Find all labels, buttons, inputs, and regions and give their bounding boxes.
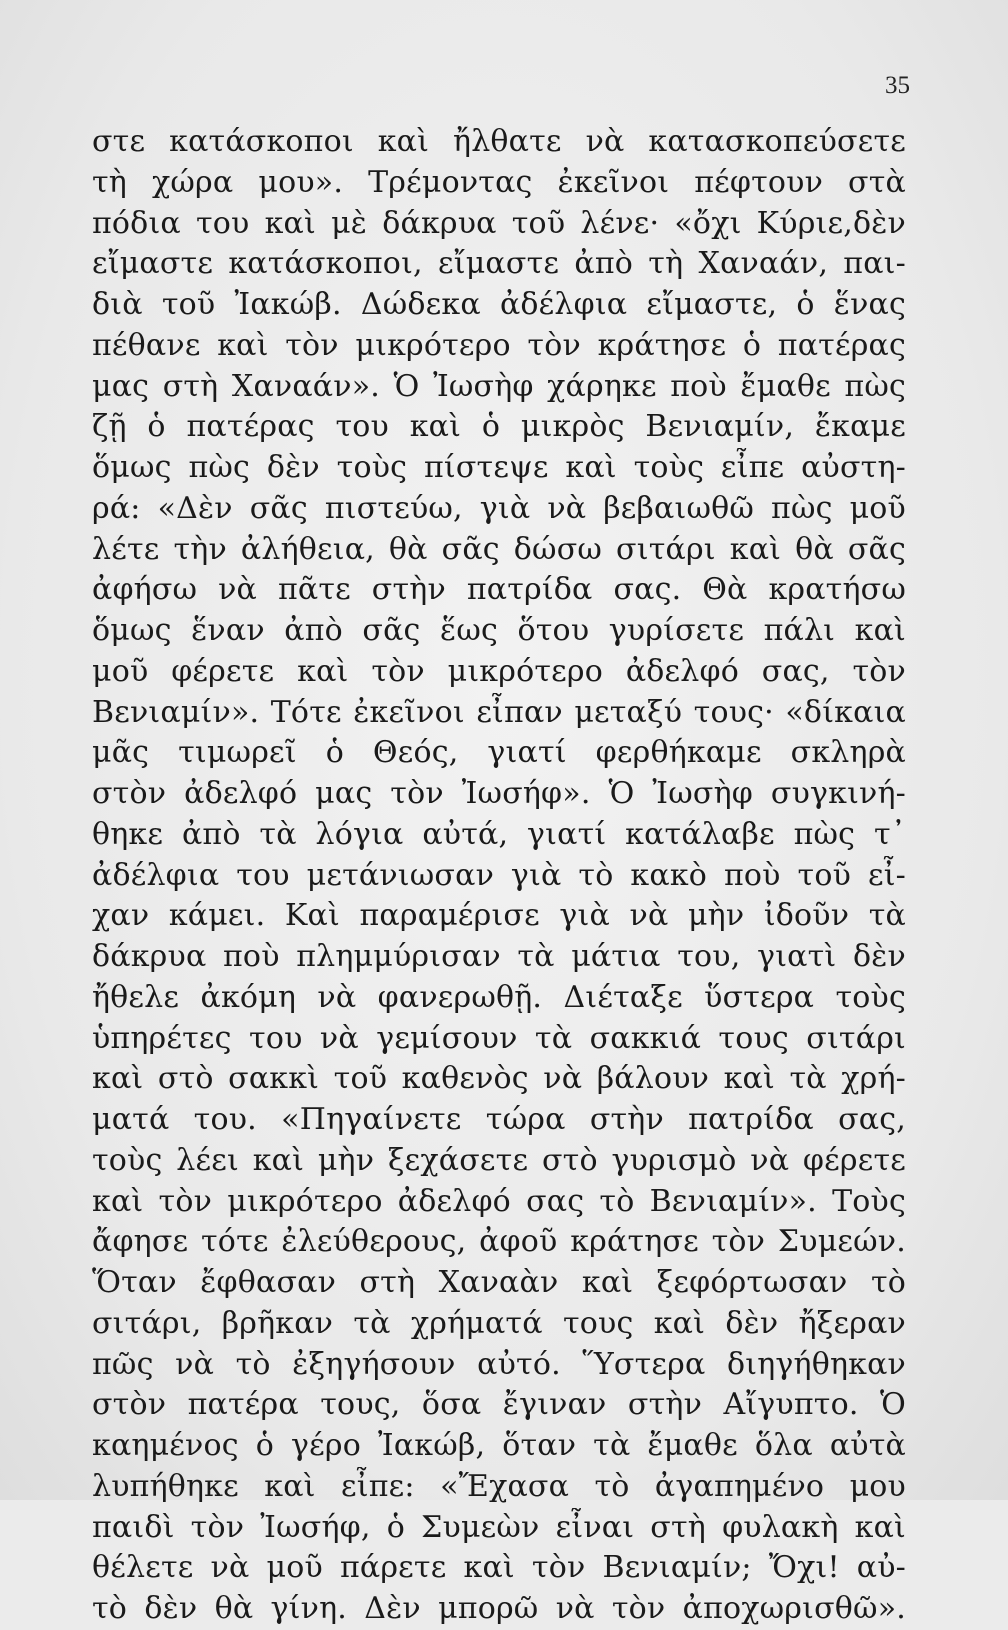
text-line: στε κατάσκοποι καὶ ἤλθατε νὰ κατασκοπεύσετε bbox=[92, 124, 906, 159]
text-line: τὴ χώρα μου». Τρέμοντας ἐκεῖνοι πέφτουν στὰ bbox=[92, 164, 906, 200]
text-line: ἤθελε ἀκόμη νὰ φανερωθῇ. Διέταξε ὕστερα τοὺς bbox=[92, 979, 906, 1015]
text-line: παιδὶ τὸν Ἰωσήφ, ὁ Συμεὼν εἶναι στὴ φυλακὴ καὶ bbox=[92, 1509, 906, 1545]
body-text bbox=[92, 122, 906, 1630]
text-line: ἀφήσω νὰ πᾶτε στὴν πατρίδα σας. Θὰ κρατήσω bbox=[92, 572, 906, 608]
text-line: ρά: «Δὲν σᾶς πιστεύω, γιὰ νὰ βεβαιωθῶ πὼς μοῦ bbox=[92, 490, 906, 526]
text-line: ματά του. «Πηγαίνετε τώρα στὴν πατρίδα σας, bbox=[92, 1102, 906, 1137]
text-line: λέτε τὴν ἀλήθεια, θὰ σᾶς δώσω σιτάρι καὶ θὰ σᾶς bbox=[92, 531, 906, 567]
text-line: ὅμως πὼς δὲν τοὺς πίστεψε καὶ τοὺς εἶπε αὐστη- bbox=[92, 450, 906, 485]
text-line: στὸν ἀδελφό μας τὸν Ἰωσήφ». Ὁ Ἰωσὴφ συγκινή- bbox=[92, 776, 906, 811]
text-line: ἄφησε τότε ἐλεύθερους, ἀφοῦ κράτησε τὸν Συμεών. bbox=[92, 1224, 906, 1260]
text-line: θηκε ἀπὸ τὰ λόγια αὐτά, γιατί κατάλαβε πὼς τ᾽ bbox=[92, 816, 906, 852]
page-number: 35 bbox=[885, 72, 910, 99]
text-line: πόδια του καὶ μὲ δάκρυα τοῦ λένε· «ὄχι Κύριε,δὲν bbox=[92, 205, 906, 241]
text-line: θέλετε νὰ μοῦ πάρετε καὶ τὸν Βενιαμίν; Ὄχι! αὐ- bbox=[92, 1550, 906, 1586]
text-line: λυπήθηκε καὶ εἶπε: «Ἔχασα τὸ ἀγαπημένο μου bbox=[92, 1468, 906, 1504]
text-line: χαν κάμει. Καὶ παραμέρισε γιὰ νὰ μὴν ἰδοῦν τὰ bbox=[92, 898, 906, 934]
text-line: διὰ τοῦ Ἰακώβ. Δώδεκα ἀδέλφια εἴμαστε, ὁ ἕνας bbox=[92, 287, 906, 322]
text-line: πέθανε καὶ τὸν μικρότερο τὸν κράτησε ὁ πατέρας bbox=[92, 327, 906, 363]
text-line: ζῇ ὁ πατέρας του καὶ ὁ μικρὸς Βενιαμίν, ἔκαμε bbox=[92, 409, 906, 445]
text-line: καημένος ὁ γέρο Ἰακώβ, ὅταν τὰ ἔμαθε ὅλα αὐτὰ bbox=[92, 1428, 906, 1463]
text-line: Ὅταν ἔφθασαν στὴ Χαναὰν καὶ ξεφόρτωσαν τὸ bbox=[92, 1265, 906, 1300]
text-line: στὸν πατέρα τους, ὅσα ἔγιναν στὴν Αἴγυπτο. Ὁ bbox=[92, 1387, 906, 1423]
text-line: σιτάρι, βρῆκαν τὰ χρήματά τους καὶ δὲν ἤξεραν bbox=[92, 1305, 906, 1341]
text-line: μοῦ φέρετε καὶ τὸν μικρότερο ἀδελφό σας, τὸν bbox=[92, 653, 906, 689]
text-line: μας στὴ Χαναάν». Ὁ Ἰωσὴφ χάρηκε ποὺ ἔμαθε πὼς bbox=[92, 368, 906, 404]
text-line: πῶς νὰ τὸ ἐξηγήσουν αὐτό. Ὕστερα διηγήθηκαν bbox=[92, 1346, 906, 1382]
text-line: καὶ τὸν μικρότερο ἀδελφό σας τὸ Βενιαμίν». Τοὺς bbox=[92, 1183, 906, 1219]
text-line: Βενιαμίν». Τότε ἐκεῖνοι εἶπαν μεταξύ τους· «δίκαια bbox=[92, 694, 906, 730]
text-line: ἀδέλφια του μετάνιωσαν γιὰ τὸ κακὸ ποὺ τοῦ εἶ- bbox=[92, 857, 906, 893]
text-line: δάκρυα ποὺ πλημμύρισαν τὰ μάτια του, γιατὶ δὲν bbox=[92, 939, 906, 974]
text-line: ὅμως ἕναν ἀπὸ σᾶς ἕως ὅτου γυρίσετε πάλι καὶ bbox=[92, 613, 906, 648]
text-line: ὑπηρέτες του νὰ γεμίσουν τὰ σακκιά τους σιτάρι bbox=[92, 1020, 906, 1056]
text-line: εἴμαστε κατάσκοποι, εἴμαστε ἀπὸ τὴ Χαναάν, παι- bbox=[92, 246, 906, 282]
text-line: μᾶς τιμωρεῖ ὁ Θεός, γιατί φερθήκαμε σκληρὰ bbox=[92, 735, 906, 771]
text-line: τοὺς λέει καὶ μὴν ξεχάσετε στὸ γυρισμὸ νὰ φέρετε bbox=[92, 1142, 906, 1178]
text-line: καὶ στὸ σακκὶ τοῦ καθενὸς νὰ βάλουν καὶ τὰ χρή- bbox=[92, 1061, 906, 1097]
text-line: τὸ δὲν θὰ γίνη. Δὲν μπορῶ νὰ τὸν ἀποχωρισθῶ». bbox=[92, 1591, 906, 1626]
